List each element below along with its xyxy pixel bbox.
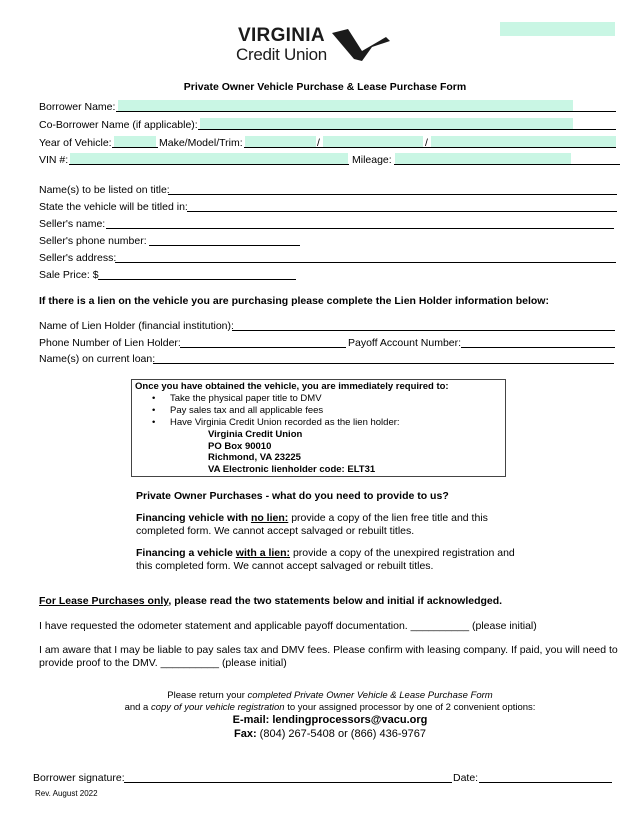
lien-holder-name-label: Name of Lien Holder (financial institution):: [39, 320, 234, 332]
bird-logo-icon: [332, 29, 390, 63]
seller-address-label: Seller's address:: [39, 252, 117, 264]
lease-statement-1: [39, 620, 537, 633]
mileage-input[interactable]: [395, 153, 571, 164]
no-lien-text: provide a copy of the lien free title and this completed form. We cannot accept salvaged or rebuilt titles.: [136, 512, 488, 537]
instruction-item: • Have Virginia Credit Union recorded as the lien holder:: [132, 417, 502, 429]
no-lien-key: no lien:: [250, 512, 289, 524]
lease-heading-key: For Lease Purchases only: [39, 595, 169, 607]
state-titled-input[interactable]: [187, 211, 617, 212]
email-address[interactable]: lendingprocessors@vacu.org: [272, 714, 428, 726]
statement2-initial-input[interactable]: __________: [160, 657, 220, 669]
names-on-title-label: Name(s) to be listed on title:: [39, 184, 170, 196]
seller-address-input[interactable]: [115, 262, 616, 263]
co-borrower-name-input[interactable]: [200, 118, 573, 129]
return-line2-b: copy of your vehicle registration: [150, 701, 285, 713]
co-borrower-underline: [198, 129, 616, 130]
lienholder-address: [208, 429, 375, 475]
make-model-trim-label: Make/Model/Trim:: [159, 137, 243, 149]
vin-input[interactable]: [70, 153, 348, 164]
fax-numbers: (804) 267-5408 or (866) 436-9767: [259, 728, 427, 740]
address-line: PO Box 90010: [208, 440, 272, 452]
current-loan-names-input[interactable]: [153, 363, 614, 364]
make-model-separator: /: [317, 137, 320, 149]
return-line1-a: Please return your: [167, 690, 248, 701]
borrower-name-input[interactable]: [118, 100, 573, 111]
instruction-item: • Pay sales tax and all applicable fees: [132, 405, 502, 417]
year-of-vehicle-label: Year of Vehicle:: [39, 137, 112, 149]
payoff-account-label: Payoff Account Number:: [348, 337, 462, 349]
no-lien-lead: Financing vehicle with: [136, 512, 251, 524]
seller-name-input[interactable]: [106, 228, 614, 229]
current-loan-names-label: Name(s) on current loan:: [39, 353, 156, 365]
state-titled-label: State the vehicle will be titled in:: [39, 201, 188, 213]
year-underline: [112, 147, 158, 148]
statement1-text: I have requested the odometer statement and applicable payoff documentation.: [39, 620, 408, 632]
statement2-text: I am aware that I may be liable to pay sales tax and DMV fees. Please confirm with leasing company. If paid, you will need to provide proof to the DMV.: [39, 644, 618, 669]
make-input[interactable]: [245, 136, 316, 147]
form-title: Private Owner Vehicle Purchase & Lease Purchase Form: [183, 81, 467, 93]
names-on-title-input[interactable]: [168, 194, 617, 195]
statement2-please-initial: (please initial): [221, 657, 287, 669]
with-lien-key: with a lien:: [235, 547, 291, 559]
instructions-list: [132, 393, 502, 429]
with-lien-paragraph: [136, 547, 521, 573]
sale-price-input[interactable]: [98, 279, 296, 280]
fax-line: [0, 727, 640, 741]
instruction-item: • Take the physical paper title to DMV: [132, 393, 502, 405]
year-of-vehicle-input[interactable]: [114, 136, 156, 147]
model-input[interactable]: [323, 136, 423, 147]
with-lien-lead: Financing a vehicle: [136, 547, 236, 559]
lien-holder-phone-label: Phone Number of Lien Holder:: [39, 337, 181, 349]
return-line1-b: completed Private Owner Vehicle & Lease Purchase Form: [247, 690, 493, 701]
fax-label: Fax:: [233, 728, 257, 740]
co-borrower-name-label: Co-Borrower Name (if applicable):: [39, 119, 198, 131]
lease-heading: [39, 595, 502, 608]
return-line2-c: to your assigned processor by one of 2 convenient options:: [284, 701, 536, 713]
address-line: Virginia Credit Union: [208, 429, 303, 440]
return-line-2: [0, 702, 640, 714]
borrower-name-underline: [116, 111, 616, 112]
return-info: [0, 690, 640, 741]
make-underline: [244, 147, 616, 148]
lease-statement-2: [39, 644, 619, 670]
email-label: E-mail:: [232, 714, 270, 726]
instructions-box: [131, 379, 506, 477]
lease-heading-rest: , please read the two statements below and initial if acknowledged.: [168, 595, 503, 607]
address-line: VA Electronic lienholder code: ELT31: [208, 463, 376, 475]
model-trim-separator: /: [425, 137, 428, 149]
borrower-signature-input[interactable]: [124, 782, 452, 783]
mileage-underline: [394, 164, 620, 165]
return-line2-a: and a: [124, 701, 151, 713]
date-label: Date:: [453, 772, 479, 784]
return-line-1: [0, 690, 640, 702]
address-line: Richmond, VA 23225: [208, 452, 301, 464]
seller-name-label: Seller's name:: [39, 218, 106, 230]
office-use-field[interactable]: [500, 22, 615, 36]
date-input[interactable]: [479, 782, 612, 783]
vacu-logo: [236, 27, 396, 67]
private-owner-heading: Private Owner Purchases - what do you need to provide to us?: [136, 490, 449, 502]
borrower-name-label: Borrower Name:: [39, 101, 116, 113]
borrower-signature-label: Borrower signature:: [33, 772, 125, 784]
lien-holder-name-input[interactable]: [232, 330, 615, 331]
sale-price-label: Sale Price: $: [39, 269, 99, 281]
seller-phone-label: Seller's phone number:: [39, 235, 147, 247]
vin-label: VIN #:: [39, 154, 69, 166]
logo-line1: VIRGINIA: [238, 25, 325, 46]
revision-note: Rev. August 2022: [35, 789, 98, 798]
statement1-please-initial: (please initial): [471, 620, 537, 632]
no-lien-paragraph: [136, 512, 506, 538]
mileage-label: Mileage:: [352, 154, 392, 166]
logo-line2: Credit Union: [236, 45, 327, 64]
vin-underline: [69, 164, 349, 165]
with-lien-text: provide a copy of the unexpired registration and this completed form. We cannot accept salvaged or rebuilt titles.: [136, 547, 515, 572]
payoff-account-input[interactable]: [461, 347, 615, 348]
trim-input[interactable]: [431, 136, 616, 147]
lien-heading: If there is a lien on the vehicle you are purchasing please complete the Lien Holder information below:: [39, 295, 549, 307]
instructions-heading: Once you have obtained the vehicle, you are immediately required to:: [135, 381, 449, 392]
seller-phone-input[interactable]: [149, 245, 300, 246]
email-line: [0, 713, 640, 727]
lien-holder-phone-input[interactable]: [180, 347, 346, 348]
statement1-initial-input[interactable]: __________: [410, 620, 470, 632]
